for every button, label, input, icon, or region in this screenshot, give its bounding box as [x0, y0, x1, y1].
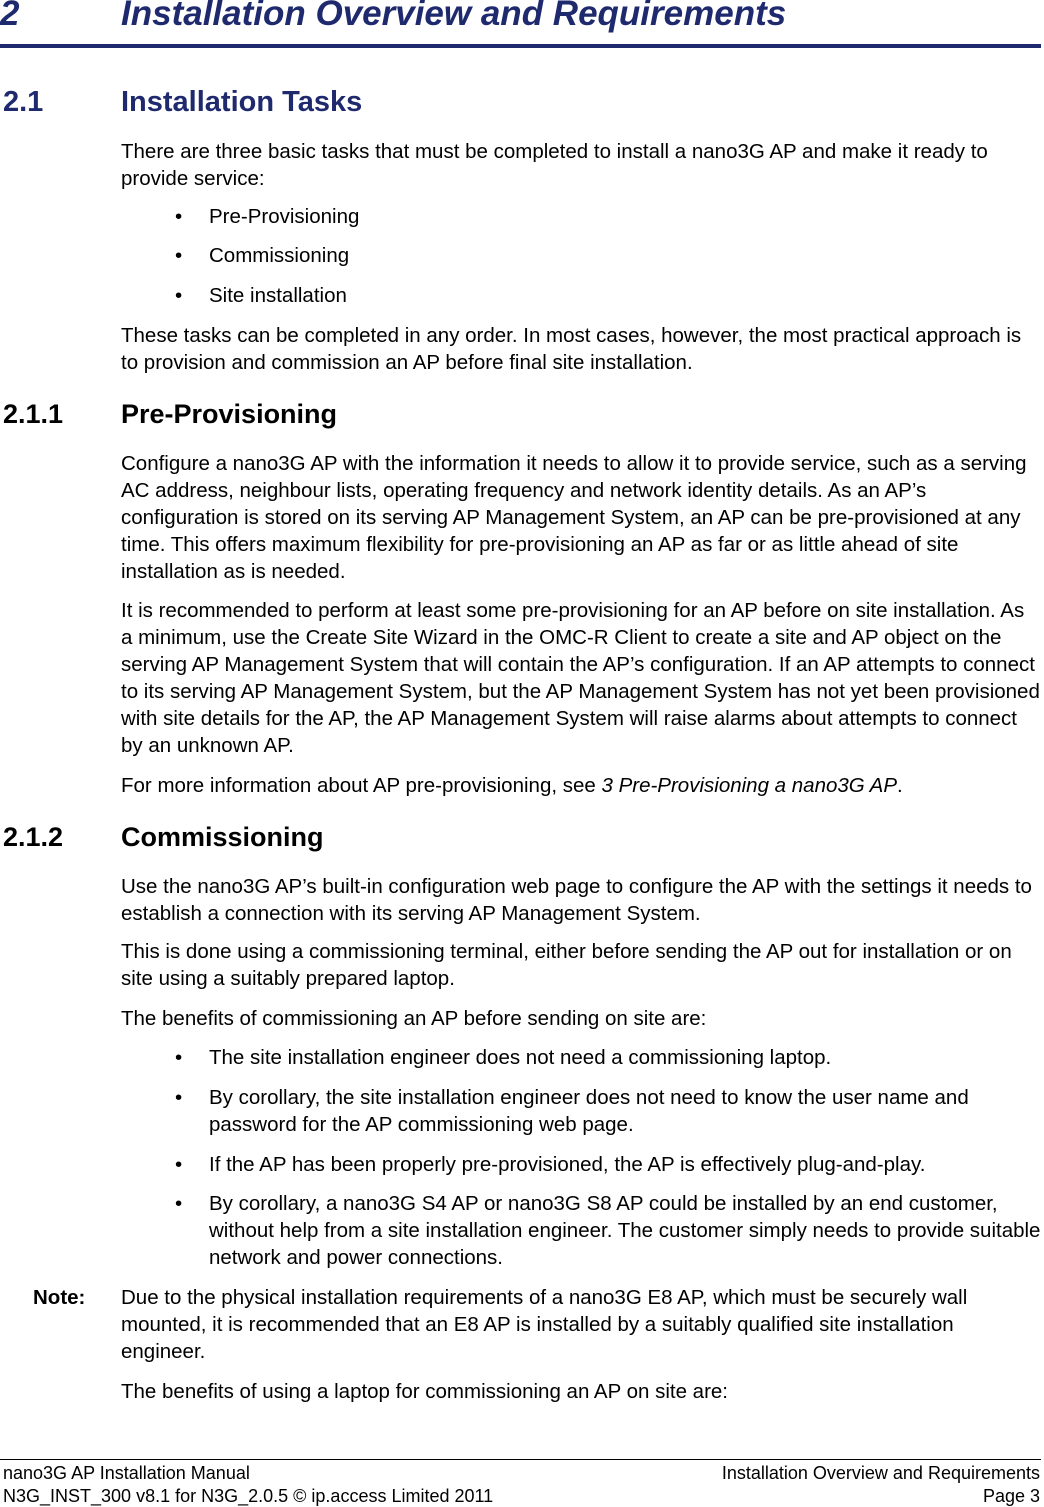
cross-reference-link[interactable]: 3 Pre-Provisioning a nano3G AP [601, 774, 898, 797]
bullet-icon: • [175, 284, 183, 307]
section-title: Installation Tasks [121, 86, 363, 118]
commissioning-paragraph-3: The benefits of commissioning an AP before sending on site are: [121, 1007, 707, 1030]
bullet-icon: • [175, 205, 183, 228]
preprov-paragraph-2: It is recommended to perform at least some pre-provisioning for an AP before on site installation. As a minimum, use the Create Site Wizard in the OMC-R Client to create a site and AP object on the serving AP Management System that will contain the AP’s configuration. If an AP attempts to connect to its serving AP Management System, but the AP Management System has not yet been provisioned with site details for the AP, the AP Management System will raise alarms about attempts to connect by an unknown AP. [121, 599, 1040, 757]
section-number: 2.1.1 [3, 399, 64, 429]
list-item: • By corollary, the site installation engineer does not need to know the user name and password for the AP commissioning web page. [175, 1086, 969, 1136]
bullet-icon: • [175, 1086, 183, 1109]
list-item: • Site installation [175, 284, 347, 307]
preprov-paragraph-1: Configure a nano3G AP with the information it needs to allow it to provide service, such as a serving AC address, neighbour lists, operating frequency and network identity details. As an AP’s configuration is stored on its serving AP Management System, an AP can be pre-provisioned at any time. This offers maximum flexibility for pre-provisioning an AP as far or as little ahead of site installation as is needed. [121, 452, 1027, 583]
section-title: Commissioning [121, 822, 324, 852]
note-label: Note: [33, 1286, 86, 1309]
bullet-icon: • [175, 244, 183, 267]
commissioning-paragraph-1: Use the nano3G AP’s built-in configuration web page to configure the AP with the settings it needs to establish a connection with its serving AP Management System. [121, 875, 1032, 925]
section-title: Pre-Provisioning [121, 399, 338, 429]
bullet-icon: • [175, 1192, 183, 1215]
list-item: • If the AP has been properly pre-provisioned, the AP is effectively plug-and-play. [175, 1153, 926, 1176]
footer-document-id: N3G_INST_300 v8.1 for N3G_2.0.5 © ip.access Limited 2011 [3, 1486, 494, 1506]
list-item: • Pre-Provisioning [175, 205, 360, 228]
commissioning-paragraph-4: The benefits of using a laptop for commissioning an AP on site are: [121, 1380, 729, 1403]
chapter-number: 2 [0, 0, 20, 33]
section-number: 2.1.2 [3, 822, 64, 852]
note-text: Due to the physical installation requirements of a nano3G E8 AP, which must be securely wall mounted, it is recommended that an E8 AP is installed by a suitably qualified site installation engineer. [121, 1286, 968, 1363]
list-item: • Commissioning [175, 244, 350, 267]
commissioning-paragraph-2: This is done using a commissioning terminal, either before sending the AP out for installation or on site using a suitably prepared laptop. [121, 940, 1012, 990]
footer-manual-title: nano3G AP Installation Manual [3, 1463, 250, 1483]
chapter-title: Installation Overview and Requirements [121, 0, 787, 33]
preprov-paragraph-3: For more information about AP pre-provisioning, see 3 Pre-Provisioning a nano3G AP. [121, 774, 903, 797]
list-item: • By corollary, a nano3G S4 AP or nano3G S8 AP could be installed by an end customer, without help from a site installation engineer. The customer simply needs to provide suitable network and power connections. [175, 1192, 1041, 1269]
intro-paragraph: There are three basic tasks that must be completed to install a nano3G AP and make it ready to provide service: [121, 140, 988, 190]
bullet-icon: • [175, 1153, 183, 1176]
order-paragraph: These tasks can be completed in any order. In most cases, however, the most practical approach is to provision and commission an AP before final site installation. [121, 324, 1022, 374]
footer-chapter-title: Installation Overview and Requirements [721, 1463, 1040, 1483]
list-item: • The site installation engineer does not need a commissioning laptop. [175, 1046, 832, 1069]
footer-rule [0, 1459, 1041, 1460]
heading-rule [0, 44, 1041, 48]
section-number: 2.1 [3, 86, 44, 118]
footer-page-number: Page 3 [982, 1486, 1040, 1506]
bullet-icon: • [175, 1046, 183, 1069]
chapter-heading [0, 0, 1044, 42]
